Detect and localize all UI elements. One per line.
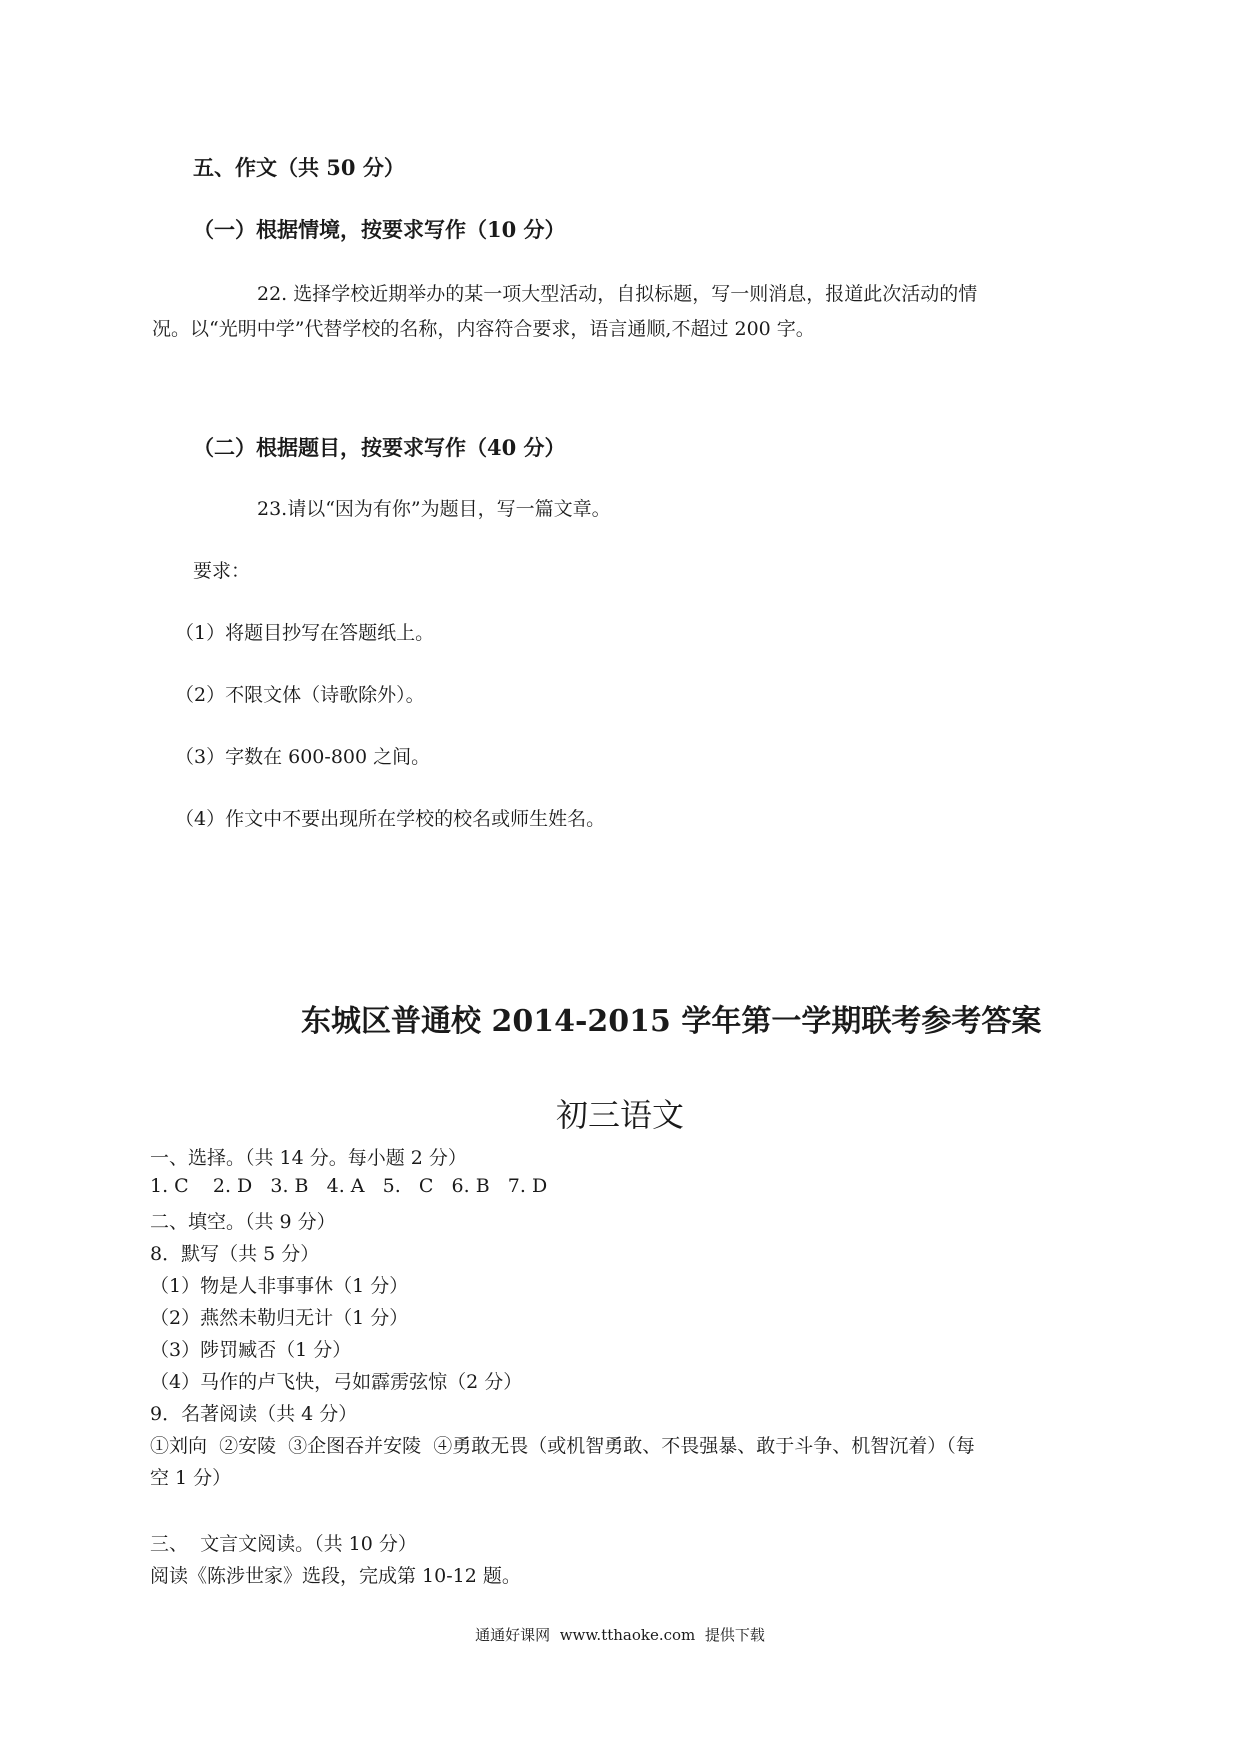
page-footer: 通通好课网 www.tthaoke.com 提供下载 bbox=[475, 1626, 765, 1644]
answer-line: 三、 文言文阅读。（共 10 分） bbox=[150, 1533, 417, 1555]
answer-line: 阅读《陈涉世家》选段，完成第 10-12 题。 bbox=[150, 1565, 521, 1587]
answer-line: 1. C 2. D 3. B 4. A 5. C 6. B 7. D bbox=[150, 1175, 548, 1197]
part1-heading: （一）根据情境，按要求写作（10 分） bbox=[193, 217, 566, 242]
q22-line2: 况。以“光明中学”代替学校的名称，内容符合要求，语言通顺,不超过 200 字。 bbox=[152, 318, 815, 340]
answer-line: 二、填空。（共 9 分） bbox=[150, 1211, 336, 1233]
q22-line1: 22. 选择学校近期举办的某一项大型活动，自拟标题，写一则消息，报道此次活动的情 bbox=[257, 283, 978, 305]
answer-line: （3）陟罚臧否（1 分） bbox=[150, 1339, 352, 1361]
section-title-composition: 五、作文（共 50 分） bbox=[193, 155, 405, 180]
answer-key-subject: 初三语文 bbox=[555, 1096, 684, 1134]
answer-line: 一、选择。（共 14 分。每小题 2 分） bbox=[150, 1147, 467, 1169]
answer-line: 9．名著阅读（共 4 分） bbox=[150, 1403, 358, 1425]
q23-prompt: 23.请以“因为有你”为题目，写一篇文章。 bbox=[257, 498, 611, 520]
answer-line: （2）燕然未勒归无计（1 分） bbox=[150, 1307, 409, 1329]
requirement-item: （3）字数在 600-800 之间。 bbox=[175, 746, 431, 768]
requirements-label: 要求： bbox=[193, 560, 251, 582]
answer-line: 空 1 分） bbox=[150, 1467, 232, 1489]
requirement-item: （2）不限文体（诗歌除外）。 bbox=[175, 684, 425, 706]
answer-line: （4）马作的卢飞快，弓如霹雳弦惊（2 分） bbox=[150, 1371, 523, 1393]
answer-key-title: 东城区普通校 2014-2015 学年第一学期联考参考答案 bbox=[301, 1004, 1042, 1039]
part2-heading: （二）根据题目，按要求写作（40 分） bbox=[193, 435, 566, 460]
requirement-item: （1）将题目抄写在答题纸上。 bbox=[175, 622, 435, 644]
answer-line: 8．默写（共 5 分） bbox=[150, 1243, 320, 1265]
answer-line: （1）物是人非事事休（1 分） bbox=[150, 1275, 409, 1297]
answer-line: ①刘向 ②安陵 ③企图吞并安陵 ④勇敢无畏（或机智勇敢、不畏强暴、敢于斗争、机智沉着）（每 bbox=[150, 1435, 975, 1457]
requirement-item: （4）作文中不要出现所在学校的校名或师生姓名。 bbox=[175, 808, 606, 830]
